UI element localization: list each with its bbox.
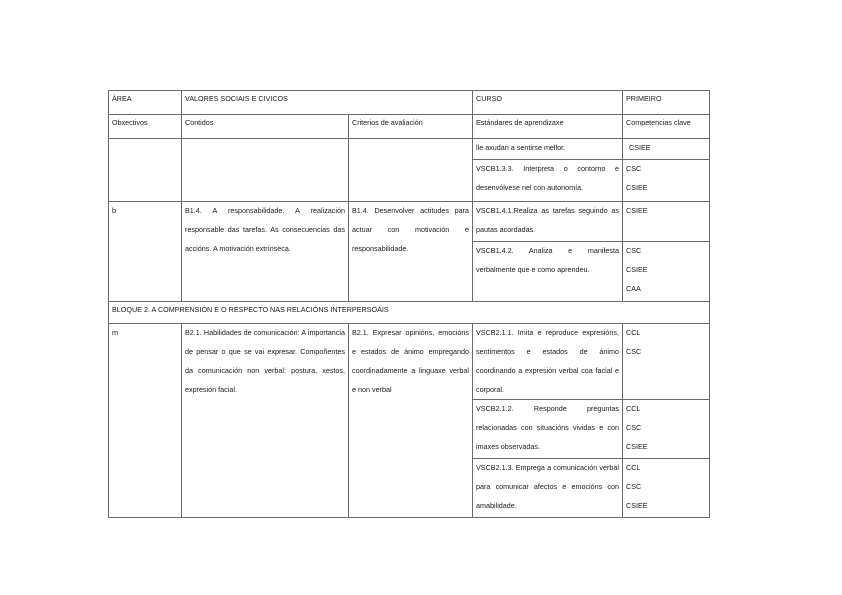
objective-cell (109, 324, 182, 518)
area-value: VALORES SOCIAIS E CIVICOS (182, 91, 473, 115)
standard-cell (473, 400, 623, 459)
col-competences: Competencias clave (623, 115, 710, 139)
competence-cell (623, 324, 710, 400)
curso-label: CURSO (473, 91, 623, 115)
criterion-cell (349, 202, 473, 302)
competence-text: CSC (626, 482, 642, 491)
curso-value: PRIMEIRO (623, 91, 710, 115)
criterion-cell (349, 139, 473, 202)
standard-cell (473, 242, 623, 302)
standard-cell (473, 202, 623, 242)
table-row (109, 202, 710, 242)
curriculum-table (108, 90, 710, 518)
competence-text: CCL (626, 328, 641, 337)
header-row (109, 91, 710, 115)
standard-text: VSCB1.3.3. Interpreta o contorno e desenvólvese nel con autonomía. (476, 164, 620, 192)
standard-text: VSCB2.1.2. Responde preguntas relacionadas con situacións vividas e con imaxes observadas. (476, 404, 620, 451)
objective-cell (109, 139, 182, 202)
standard-cell (473, 324, 623, 400)
col-criteria: Criterios de avaliación (349, 115, 473, 139)
competence-text: CSIEE (626, 442, 648, 451)
content-text: B2.1. Habilidades de comunicación: A importancia de pensar o que se vai expresar. Compoñentes da comunicación non verbal: postura, xestos, expresión facial. (185, 328, 345, 394)
competence-cell (623, 139, 710, 160)
content-cell (182, 202, 349, 302)
competence-text: CCL (626, 404, 641, 413)
col-objectives: Obxectivos (109, 115, 182, 139)
objective-text: b (112, 206, 116, 215)
col-contents: Contidos (182, 115, 349, 139)
table-row (109, 324, 710, 400)
competence-cell (623, 400, 710, 459)
table-row (109, 139, 710, 160)
standard-text: lle axudan a sentirse mellor. (476, 143, 566, 152)
standard-cell (473, 459, 623, 518)
competence-text: CSIEE (629, 143, 651, 152)
criterion-cell (349, 324, 473, 518)
content-cell (182, 324, 349, 518)
competence-text: CAA (626, 284, 641, 293)
standard-text: VSCB1.4.1.Realiza as tarefas seguindo as pautas acordadas. (476, 206, 620, 234)
col-standards: Estándares de aprendizaxe (473, 115, 623, 139)
column-header-row (109, 115, 710, 139)
block-row (109, 302, 710, 324)
standard-cell (473, 160, 623, 202)
area-label: ÁREA (109, 91, 182, 115)
competence-cell (623, 242, 710, 302)
objective-text: m (112, 328, 118, 337)
standard-text: VSCB1.4.2. Analiza e manifesta verbalmente que e como aprendeu. (476, 246, 620, 274)
competence-text: CCL (626, 463, 641, 472)
objective-cell (109, 202, 182, 302)
competence-cell (623, 459, 710, 518)
standard-text: VSCB2.1.3. Emprega a comunicación verbal para comunicar afectos e emocións con amabilidade. (476, 463, 620, 510)
competence-text: CSIEE (626, 183, 648, 192)
competence-text: CSIEE (626, 206, 648, 215)
competence-text: CSIEE (626, 265, 648, 274)
criterion-text: B2.1. Expresar opinións, emocións e estados de ánimo empregando coordinadamente a linguaxe verbal e non verbal (352, 328, 470, 394)
standard-text: VSCB2.1.1. Imita e reproduce expresións, sentimentos e estados de ánimo coordinando a expresión verbal coa facial e corporal. (476, 328, 620, 394)
competence-text: CSIEE (626, 501, 648, 510)
competence-text: CSC (626, 423, 642, 432)
block-title: BLOQUE 2. A COMPRENSIÓN E O RESPECTO NAS RELACIÓNS INTERPERSOAIS (109, 302, 710, 324)
competence-text: CSC (626, 246, 642, 255)
competence-cell (623, 160, 710, 202)
standard-cell (473, 139, 623, 160)
content-text: B1.4. A responsabilidade. A realización responsable das tarefas. As consecuencias das accións. A motivación extrínseca. (185, 206, 345, 253)
criterion-text: B1.4. Desenvolver actitudes para actuar con motivación e responsabilidade. (352, 206, 470, 253)
content-cell (182, 139, 349, 202)
competence-cell (623, 202, 710, 242)
competence-text: CSC (626, 164, 642, 173)
competence-text: CSC (626, 347, 642, 356)
